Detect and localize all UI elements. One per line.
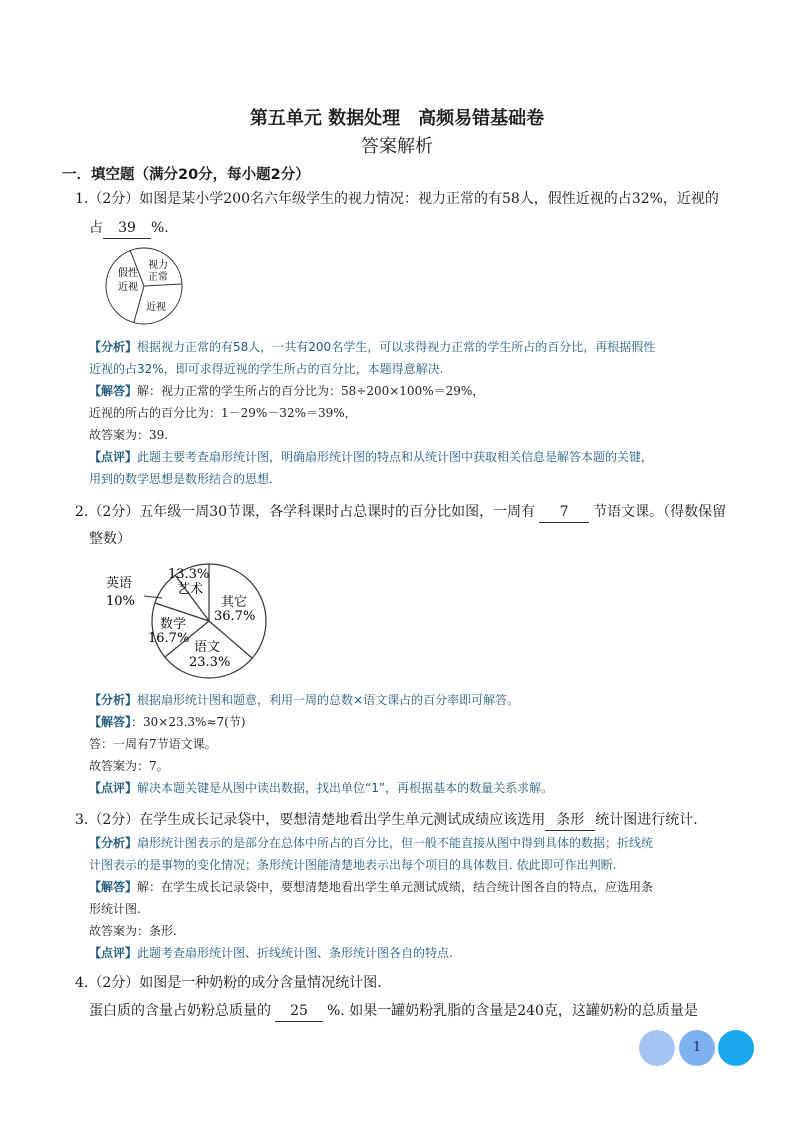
q2-comment-text: 解决本题关键是从图中读出数据，找出单位“1”，再根据基本的数量关系求解。 xyxy=(137,781,554,795)
q1-label-jiaxing: 假性 xyxy=(118,268,138,279)
q3-solution-3: 故答案为：条形. xyxy=(89,924,177,938)
q3-solution-tag: 【解答】 xyxy=(89,880,138,894)
page-number: 1 xyxy=(679,1030,715,1066)
q2-label-english: 英语 xyxy=(106,576,133,591)
q3-line1-text: 3.（2分）在学生成长记录袋中，要想清楚地看出学生单元测试成绩应该选用 xyxy=(75,812,546,828)
q4-answer: 25 xyxy=(275,1001,323,1022)
q1-pie-chart xyxy=(104,246,184,326)
q3-comment xyxy=(89,942,749,964)
question-1-line2 xyxy=(89,213,759,243)
q1-label-jinshi: 近视 xyxy=(118,282,138,293)
q2-label-other-pct: 36.7% xyxy=(214,609,256,624)
q2-comment xyxy=(89,777,749,799)
q2-comment-tag: 【点评】 xyxy=(89,781,138,795)
question-4-line1: 4.（2分）如图是一种奶粉的成分含量情况统计图. xyxy=(75,975,382,991)
q2-analysis-tag: 【分析】 xyxy=(89,693,138,707)
q2-solution-2: 答：一周有7节语文课。 xyxy=(89,737,217,751)
page-subtitle: 答案解析 xyxy=(361,136,433,157)
page-title: 第五单元 数据处理 高频易错基础卷 xyxy=(249,108,545,129)
q1-comment-tag: 【点评】 xyxy=(89,450,138,464)
q2-label-english-pct: 10% xyxy=(106,594,135,609)
q3-solution-2: 形统计图. xyxy=(89,902,141,916)
q1-analysis-text: 根据视力正常的有58人，一共有200名学生，可以求得视力正常的学生所占的百分比，再根据假性 xyxy=(137,340,656,354)
q3-analysis-text: 扇形统计图表示的是部分在总体中所占的百分比，但一般不能直接从图中得到具体的数据；折线统 xyxy=(137,836,654,850)
q1-solution xyxy=(89,380,749,402)
page-indicator xyxy=(639,1030,754,1066)
q2-label-other: 其它 xyxy=(221,595,248,610)
q2-label-chinese-pct: 23.3% xyxy=(189,655,231,670)
q2-line1-text: 2.（2分）五年级一周30节课，各学科课时占总课时的百分比如图，一周有 xyxy=(75,504,536,520)
q1-answer: 39 xyxy=(103,218,151,239)
q2-label-art: 艺术 xyxy=(177,582,204,597)
page-dot-left xyxy=(639,1030,675,1066)
q3-analysis-tag: 【分析】 xyxy=(89,836,138,850)
q2-solution xyxy=(89,711,749,733)
q2-label-chinese: 语文 xyxy=(194,640,221,655)
q1-suffix: %. xyxy=(151,220,169,236)
q4-prefix: 蛋白质的含量占奶粉总质量的 xyxy=(89,1003,271,1019)
q2-solution-text: ：30×23.3%≈7(节) xyxy=(131,715,246,729)
section-heading: 一．填空题（满分20分，每小题2分） xyxy=(62,167,310,183)
q2-solution-tag: 【解答】 xyxy=(89,715,132,729)
q1-label-shili: 视力 xyxy=(148,260,168,271)
q3-comment-tag: 【点评】 xyxy=(89,946,138,960)
q1-solution-2: 近视的所占的百分比为：1－29%－32%＝39%， xyxy=(89,406,357,420)
q4-suffix: %. 如果一罐奶粉乳脂的含量是240克，这罐奶粉的总质量是 xyxy=(327,1003,698,1019)
question-1-line1: 1.（2分）如图是某小学200名六年级学生的视力情况：视力正常的有58人，假性近视的占32%，近视的 xyxy=(75,191,719,207)
question-2-line1 xyxy=(75,497,745,527)
page-dot-right xyxy=(718,1030,754,1066)
q1-comment-2: 用到的数学思想是数形结合的思想. xyxy=(89,472,273,486)
q1-solution-tag: 【解答】 xyxy=(89,384,138,398)
q1-solution-text: 解：视力正常的学生所占的百分比为：58÷200×100%＝29%， xyxy=(137,384,485,398)
q3-analysis xyxy=(89,832,749,854)
q1-label-jinshi2: 近视 xyxy=(146,302,166,313)
q1-comment-text: 此题主要考查扇形统计图，明确扇形统计图的特点和从统计图中获取相关信息是解答本题的关键， xyxy=(137,450,654,464)
q2-label-math-pct: 16.7% xyxy=(148,631,190,646)
q2-suffix: 节语文课。（得数保留 xyxy=(593,504,727,520)
q2-pie-chart xyxy=(100,562,280,682)
q1-solution-3: 故答案为：39. xyxy=(89,428,169,442)
question-3-line1 xyxy=(75,805,745,835)
q3-answer: 条形 xyxy=(545,810,595,831)
q1-comment xyxy=(89,446,749,468)
q2-answer: 7 xyxy=(539,502,589,523)
q3-suffix: 统计图进行统计. xyxy=(595,812,698,828)
q1-analysis-tag: 【分析】 xyxy=(89,340,138,354)
question-4-line2 xyxy=(89,996,759,1026)
q1-analysis xyxy=(89,336,749,358)
q3-solution-text: 解：在学生成长记录袋中，要想清楚地看出学生单元测试成绩，结合统计图各自的特点，应选用条 xyxy=(137,880,654,894)
question-2-line2: 整数） xyxy=(89,531,131,547)
q2-label-art-pct: 13.3% xyxy=(168,567,210,582)
q3-solution xyxy=(89,876,749,898)
q3-comment-text: 此题考查扇形统计图、折线统计图、条形统计图各自的特点. xyxy=(137,946,453,960)
q1-analysis-2: 近视的占32%，即可求得近视的学生所占的百分比，本题得意解决. xyxy=(89,362,444,376)
q1-prefix: 占 xyxy=(89,220,103,236)
q2-analysis-text: 根据扇形统计图和题意，利用一周的总数×语文课占的百分率即可解答。 xyxy=(137,693,520,707)
q3-analysis-2: 计图表示的是事物的变化情况；条形统计图能清楚地表示出每个项目的具体数目. 依此即可作出判断. xyxy=(89,858,617,872)
q1-label-zhengchang: 正常 xyxy=(148,272,168,283)
q2-label-math: 数学 xyxy=(160,617,187,632)
q2-analysis xyxy=(89,689,749,711)
q2-solution-3: 故答案为：7。 xyxy=(89,759,169,773)
